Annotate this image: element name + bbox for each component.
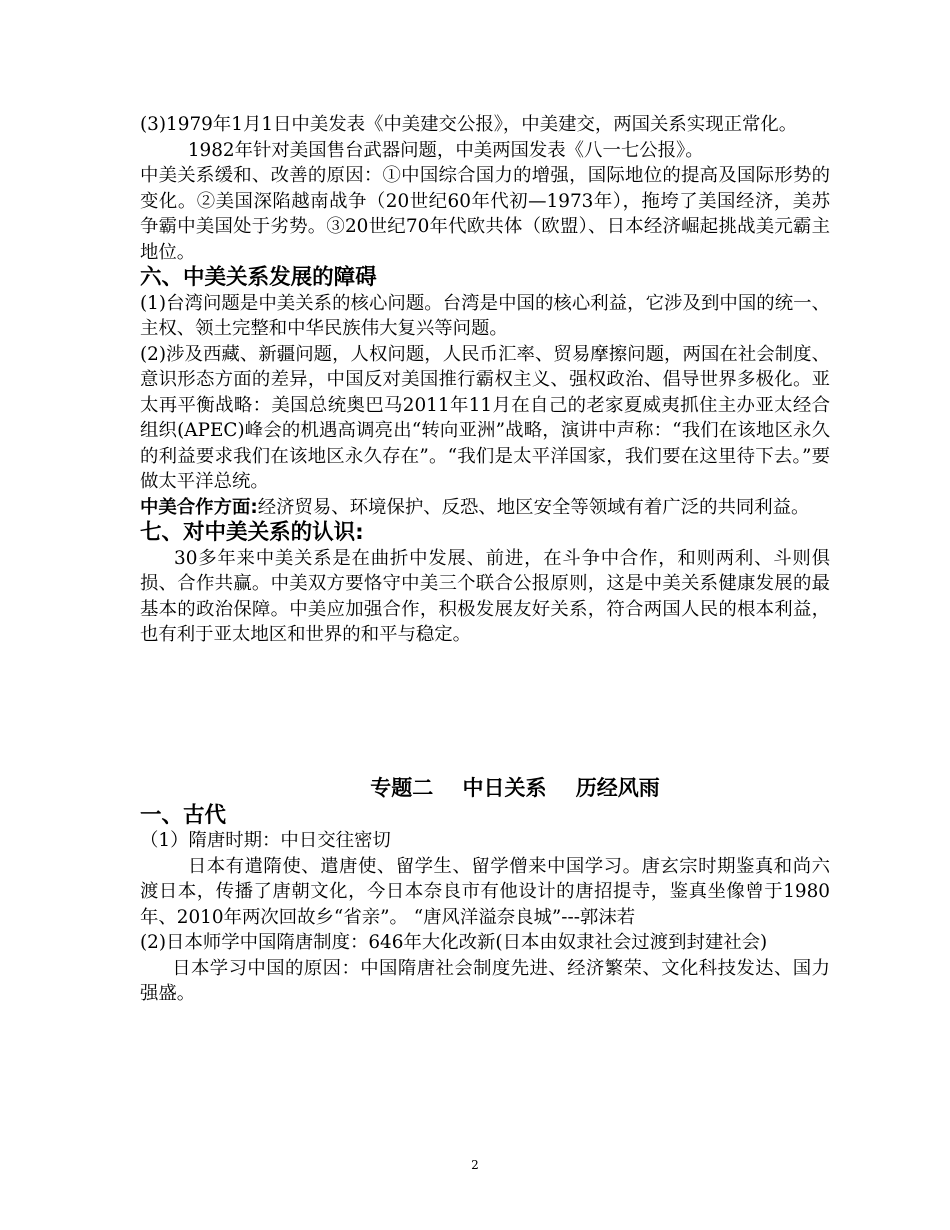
paragraph-taiwan-issue: (1)台湾问题是中美关系的核心问题。台湾是中国的核心利益，它涉及到中国的统一、主权、领土完整和中华民族伟大复兴等问题。 [140, 292, 830, 339]
paragraph-learning-reasons: 日本学习中国的原因：中国隋唐社会制度先进、经济繁荣、文化科技发达、国力强盛。 [140, 957, 830, 1004]
heading-obstacles: 六、中美关系发展的障碍 [140, 265, 377, 290]
heading-understanding: 七、对中美关系的认识: [140, 520, 364, 545]
paragraph-other-issues: (2)涉及西藏、新疆问题，人权问题，人民币汇率、贸易摩擦问题，两国在社会制度、意识形态方面的差异，中国反对美国推行霸权主义、强权政治、倡导世界多极化。亚太再平衡战略：美国总统奥巴马2011年11月在自己的老家夏威夷抓住主办亚太经合组织(APEC)峰会的机遇高调亮出“转向亚洲”战略，演讲中声称：“我们在该地区永久的利益要求我们在该地区永久存在”。“我们是太平洋国家，我们要在这里待下去。”要做太平洋总统。 [140, 343, 830, 492]
paragraph-817-communique: 1982年针对美国售台武器问题，中美两国发表《八一七公报》。 [187, 139, 704, 161]
paragraph-understanding: 30多年来中美关系是在曲折中发展、前进，在斗争中合作，和则两利、斗则俱损、合作共赢。中美双方要恪守中美三个联合公报原则，这是中美关系健康发展的最基本的政治保障。中美应加强合作，积极发展友好关系，符合两国人民的根本利益，也有利于亚太地区和世界的和平与稳定。 [140, 547, 830, 645]
heading-ancient: 一、古代 [140, 802, 227, 828]
section-spacer [140, 648, 830, 773]
paragraph-easing-reasons: 中美关系缓和、改善的原因：①中国综合国力的增强，国际地位的提高及国际形势的变化。②美国深陷越南战争（20世纪60年代初—1973年），拖垮了美国经济，美苏争霸中美国处于劣势。③20世纪70年代欧共体（欧盟）、日本经济崛起挑战美元霸主地位。 [140, 165, 830, 263]
page-content [140, 112, 830, 1007]
topic-title: 专题二 中日关系 历经风雨 [370, 775, 660, 800]
cooperation-text: 经济贸易、环境保护、反恐、地区安全等领域有着广泛的共同利益。 [257, 496, 810, 518]
paragraph-sui-tang: （1）隋唐时期：中日交往密切 [140, 830, 391, 851]
paragraph-taika-reform: (2)日本师学中国隋唐制度：646年大化改新(日本由奴隶社会过渡到封建社会) [140, 932, 768, 953]
paragraph-normalization: (3)1979年1月1日中美发表《中美建交公报》，中美建交，两国关系实现正常化。 [140, 114, 798, 135]
cooperation-label: 中美合作方面: [140, 496, 258, 518]
paragraph-cooperation [140, 495, 830, 521]
page-number: 2 [471, 1158, 479, 1172]
paragraph-envoys: 日本有遣隋使、遣唐使、留学生、留学僧来中国学习。唐玄宗时期鉴真和尚六渡日本，传播了唐朝文化，今日本奈良市有他设计的唐招提寺，鉴真坐像曾于1980年、2010年两次回故乡“省亲”。 “唐风洋溢奈良城”---郭沫若 [140, 855, 830, 928]
